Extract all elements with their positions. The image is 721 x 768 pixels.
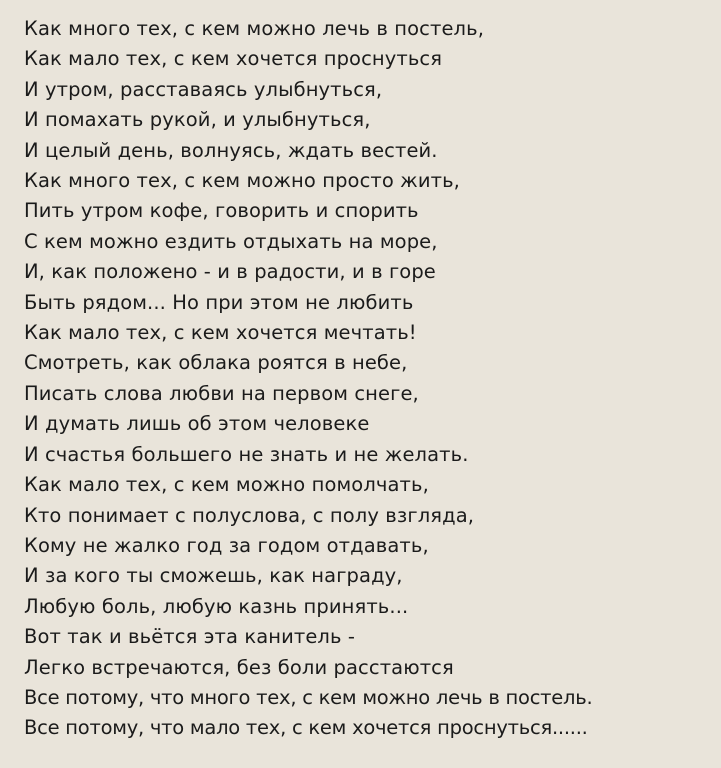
poem-line: И утром, расставаясь улыбнуться,: [24, 77, 383, 101]
poem-line: И за кого ты сможешь, как награду,: [24, 564, 403, 588]
poem-line: И целый день, волнуясь, ждать вестей.: [24, 138, 438, 162]
poem-line: Пить утром кофе, говорить и спорить: [24, 199, 419, 223]
poem-line: Кто понимает с полуслова, с полу взгляда,: [24, 503, 475, 527]
poem-line: Все потому, что много тех, с кем можно лечь в постель.: [24, 685, 593, 709]
poem-line: Вот так и вьётся эта канитель -: [24, 625, 356, 649]
poem-line: С кем можно ездить отдыхать на море,: [24, 229, 438, 253]
poem-line: Как мало тех, с кем можно помолчать,: [24, 473, 429, 497]
poem-line: Писать слова любви на первом снеге,: [24, 381, 419, 405]
poem-line: Как мало тех, с кем хочется мечтать!: [24, 321, 417, 345]
poem-line: И, как положено - и в радости, и в горе: [24, 260, 436, 284]
poem-line: Кому не жалко год за годом отдавать,: [24, 533, 429, 557]
poem-line: Смотреть, как облака роятся в небе,: [24, 351, 408, 375]
poem-line: Как мало тех, с кем хочется проснуться: [24, 47, 443, 71]
poem-line: И счастья большего не знать и не желать.: [24, 442, 469, 466]
poem-line: И помахать рукой, и улыбнуться,: [24, 108, 371, 132]
poem-line: И думать лишь об этом человеке: [24, 412, 370, 436]
poem-line: Как много тех, с кем можно просто жить,: [24, 169, 460, 193]
poem-line: Легко встречаются, без боли расстаются: [24, 655, 454, 679]
poem-line: Любую боль, любую казнь принять...: [24, 594, 409, 618]
poem-line: Быть рядом... Но при этом не любить: [24, 290, 414, 314]
poem-line: Все потому, что мало тех, с кем хочется проснуться......: [24, 716, 588, 740]
poem-line: Как много тех, с кем можно лечь в постель,: [24, 17, 484, 40]
